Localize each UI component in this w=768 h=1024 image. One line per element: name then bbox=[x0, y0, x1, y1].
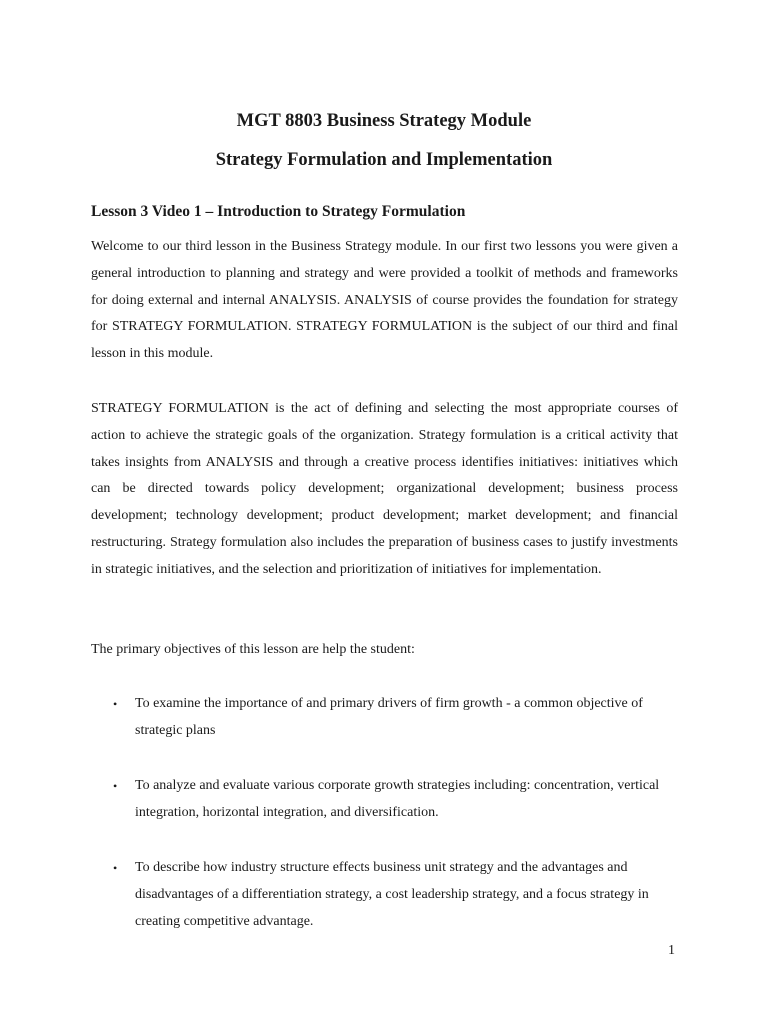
list-item bbox=[113, 855, 673, 935]
objective-text: To describe how industry structure effects business unit strategy and the advantages and disadvantages of a differentiation strategy, a cost leadership strategy, and a focus strategy in creating competitive advantage. bbox=[135, 860, 649, 929]
lesson-heading: Lesson 3 Video 1 – Introduction to Strategy Formulation bbox=[91, 203, 466, 220]
document-title: MGT 8803 Business Strategy Module bbox=[236, 111, 532, 131]
list-item bbox=[113, 691, 673, 745]
objectives-intro-paragraph: The primary objectives of this lesson are help the student: bbox=[91, 642, 415, 657]
document-subtitle: Strategy Formulation and Implementation bbox=[215, 150, 553, 170]
bullet-icon: • bbox=[113, 697, 118, 711]
objective-text: To analyze and evaluate various corporate growth strategies including: concentration, vertical integration, horizontal integration, and diversification. bbox=[135, 778, 660, 820]
list-item bbox=[113, 773, 673, 827]
bullet-icon: • bbox=[113, 861, 118, 875]
strategy-formulation-paragraph: STRATEGY FORMULATION is the act of defining and selecting the most appropriate courses of action to achieve the strategic goals of the organization. Strategy formulation is a critical activity that takes insights from ANALYSIS and through a creative process identifies initiatives: initiatives which can be directed towards policy development; organizational development; business process development; technology development; product development; market development; and financial restructuring. Strategy formulation also includes the preparation of business cases to justify investments in strategic initiatives, and the selection and prioritization of initiatives for implementation. bbox=[91, 401, 678, 577]
intro-paragraph: Welcome to our third lesson in the Business Strategy module. In our first two lessons you were given a general introduction to planning and strategy and were provided a toolkit of methods and frameworks for doing external and internal ANALYSIS. ANALYSIS of course provides the foundation for strategy for STRATEGY FORMULATION. STRATEGY FORMULATION is the subject of our third and final lesson in this module. bbox=[91, 239, 678, 362]
page-number: 1 bbox=[668, 943, 675, 958]
bullet-icon: • bbox=[113, 779, 118, 793]
objective-text: To examine the importance of and primary drivers of firm growth - a common objective of strategic plans bbox=[135, 696, 643, 738]
